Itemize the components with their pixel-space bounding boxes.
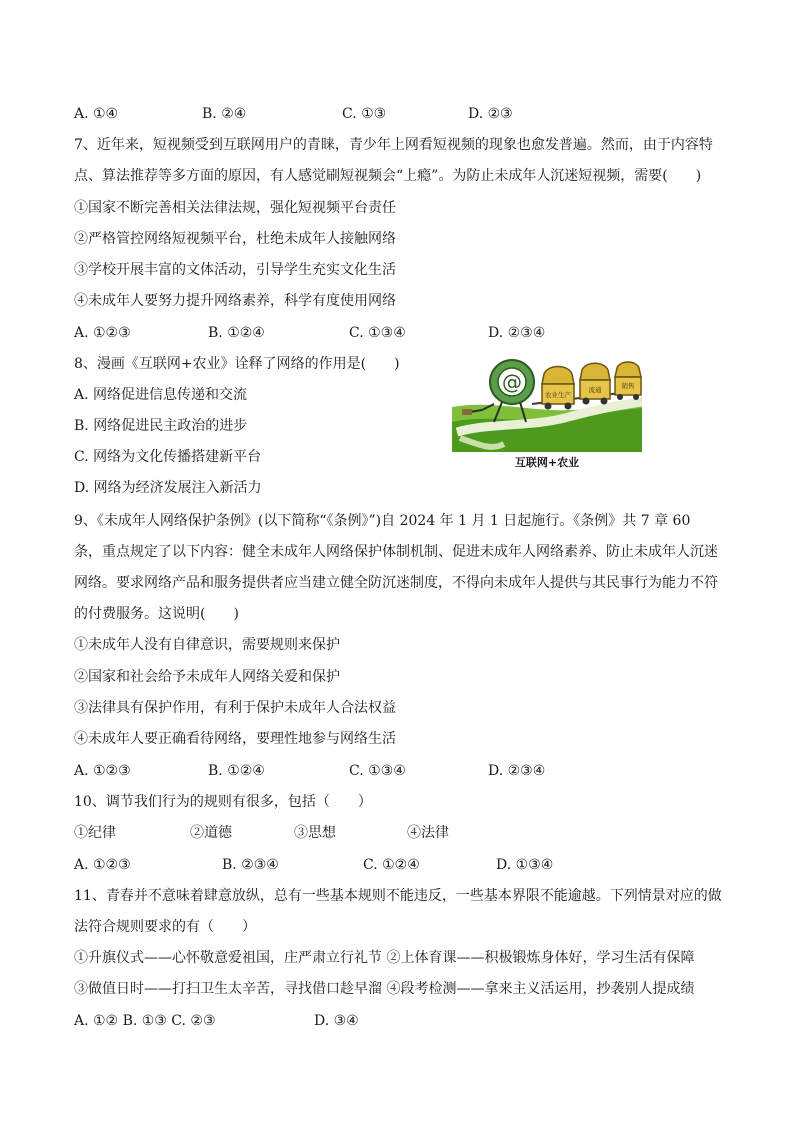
q7-stem-line-1: 7、近年来，短视频受到互联网用户的青睐，青少年上网看短视频的现象也愈发普遍。然而，由于内容特 — [74, 137, 713, 153]
q11-statements-3-4: ③做值日时——打扫卫生太辛苦，寻找借口趁早溜 ④段考检测——拿来主义活运用，抄袭别人提成绩 — [74, 981, 695, 997]
q9-option-a: A. ①②③ — [74, 763, 131, 779]
q11-stem-line-2: 法符合规则要求的有（ ） — [74, 919, 256, 935]
svg-text:@: @ — [502, 370, 522, 394]
q9-statement-2: ②国家和社会给予未成年人网络关爱和保护 — [74, 669, 340, 685]
q7-statement-1: ①国家不断完善相关法律法规，强化短视频平台责任 — [74, 200, 396, 216]
q8-option-d: D. 网络为经济发展注入新活力 — [74, 480, 262, 496]
q11-statements-1-2: ①升旗仪式——心怀敬意爱祖国，庄严肃立行礼节 ②上体育课——积极锻炼身体好，学习生活有保障 — [74, 950, 695, 966]
q11-stem-line-1: 11、青春并不意味着肆意放纵，总有一些基本规则不能违反，一些基本界限不能逾越。下列情景对应的做 — [74, 888, 722, 904]
q7-stem-line-2: 点、算法推荐等多方面的原因，有人感觉刷短视频会“上瘾”。为防止未成年人沉迷短视频，需要( ) — [74, 168, 702, 184]
q8-option-c: C. 网络为文化传播搭建新平台 — [74, 449, 262, 465]
q6-option-b: B. ②④ — [202, 106, 247, 122]
q7-statement-3: ③学校开展丰富的文体活动，引导学生充实文化生活 — [74, 262, 396, 278]
q10-item-2: ②道德 — [190, 825, 232, 841]
q9-statement-1: ①未成年人没有自律意识，需要规则来保护 — [74, 637, 340, 653]
q10-stem: 10、调节我们行为的规则有很多，包括（ ） — [74, 794, 372, 810]
q6-option-a: A. ①④ — [74, 106, 119, 122]
q10-option-a: A. ①②③ — [74, 857, 131, 873]
q7-option-c: C. ①③④ — [349, 325, 406, 341]
q8-option-b: B. 网络促进民主政治的进步 — [74, 418, 248, 434]
q11-options-a-c: A. ①② B. ①③ C. ②③ — [74, 1013, 216, 1029]
q9-stem-line-3: 网络。要求网络产品和服务提供者应当建立健全防沉迷制度，不得向未成年人提供与其民事行为能力不符 — [74, 575, 718, 591]
cartoon-caption: 互联网+农业 — [514, 456, 580, 469]
q10-item-4: ④法律 — [407, 825, 449, 841]
q7-option-b: B. ①②④ — [208, 325, 265, 341]
q7-option-a: A. ①②③ — [74, 325, 131, 341]
q10-option-c: C. ①②④ — [363, 857, 420, 873]
q10-option-b: B. ②③④ — [222, 857, 279, 873]
cart-2 — [580, 363, 610, 404]
q9-stem-line-4: 的付费服务。这说明( ) — [74, 606, 239, 622]
cart-1 — [542, 367, 574, 410]
q9-option-d: D. ②③④ — [488, 763, 546, 779]
q9-stem-line-1: 9、《未成年人网络保护条例》(以下简称“《条例》”)自 2024 年 1 月 1 日起施行。《条例》共 7 章 60 — [74, 513, 691, 529]
cart-3-label: 销售 — [621, 382, 635, 390]
q9-statement-3: ③法律具有保护作用，有利于保护未成年人合法权益 — [74, 700, 396, 716]
q6-option-d: D. ②③ — [468, 106, 513, 122]
internet-agriculture-cartoon — [452, 352, 642, 470]
q11-option-d: D. ③④ — [314, 1013, 359, 1029]
cart-3 — [615, 362, 641, 400]
q7-statement-4: ④未成年人要努力提升网络素养，科学有度使用网络 — [74, 293, 396, 309]
q9-option-b: B. ①②④ — [208, 763, 265, 779]
q10-item-1: ①纪律 — [74, 825, 116, 841]
q9-stem-line-2: 条，重点规定了以下内容：健全未成年人网络保护体制机制、促进未成年人网络素养、防止未成年人沉迷 — [74, 544, 718, 560]
q9-option-c: C. ①③④ — [349, 763, 406, 779]
q10-item-3: ③思想 — [294, 825, 336, 841]
q6-option-c: C. ①③ — [342, 106, 387, 122]
q9-statement-4: ④未成年人要正确看待网络，要理性地参与网络生活 — [74, 731, 396, 747]
q7-statement-2: ②严格管控网络短视频平台，杜绝未成年人接触网络 — [74, 231, 396, 247]
q7-option-d: D. ②③④ — [488, 325, 546, 341]
q10-option-d: D. ①③④ — [496, 857, 554, 873]
cart-2-label: 流通 — [588, 386, 602, 394]
q8-stem: 8、漫画《互联网+农业》诠释了网络的作用是( ) — [74, 356, 400, 372]
q8-option-a: A. 网络促进信息传递和交流 — [74, 387, 248, 403]
cart-1-label: 农业生产 — [545, 391, 571, 399]
